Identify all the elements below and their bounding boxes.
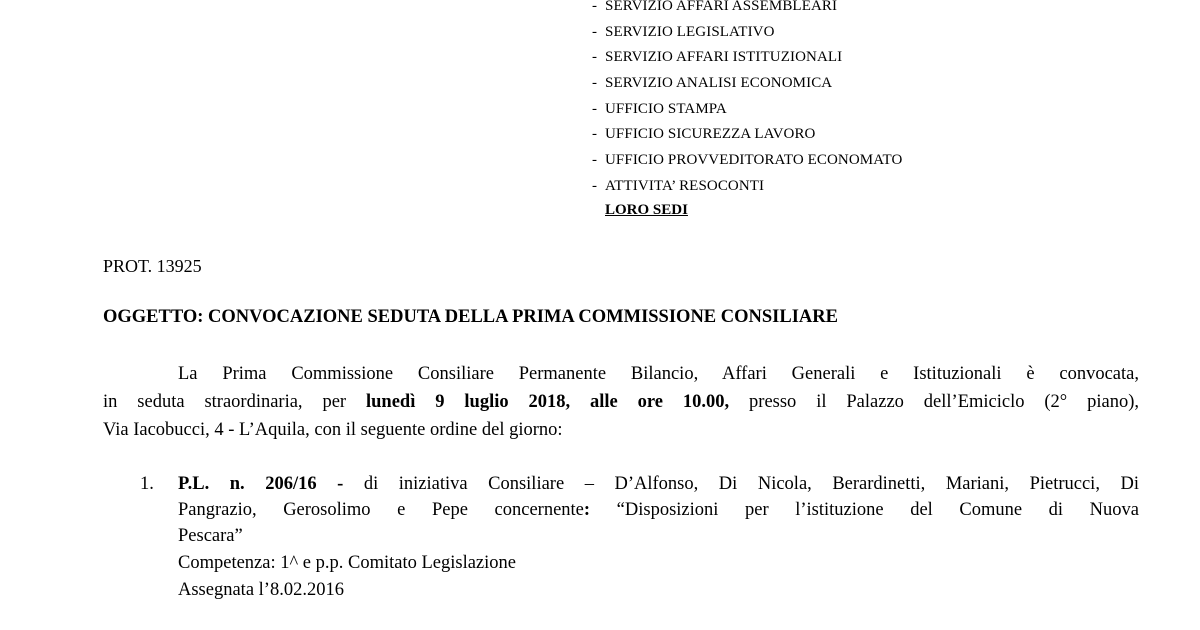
list-dash: - [592, 126, 598, 143]
distribution-item-label: UFFICIO PROVVEDITORATO ECONOMATO [605, 152, 903, 169]
list-dash: - [592, 0, 598, 14]
distribution-item [592, 148, 902, 174]
bill-reference: P.L. n. 206/16 - [178, 474, 344, 494]
distribution-item [592, 45, 902, 71]
list-dash: - [592, 49, 598, 66]
agenda-competenza: Competenza: 1^ e p.p. Comitato Legislazione [178, 553, 516, 573]
agenda-text: “Disposizioni per l’istituzione del Comune di Nuova [590, 500, 1139, 520]
body-text: in seduta straordinaria, per [103, 392, 366, 412]
agenda-item-line: Pescara” [178, 526, 243, 546]
subject-heading: OGGETTO: CONVOCAZIONE SEDUTA DELLA PRIMA COMMISSIONE CONSILIARE [103, 307, 838, 327]
distribution-item [592, 0, 902, 20]
distribution-item-label: UFFICIO SICUREZZA LAVORO [605, 126, 816, 143]
agenda-text: di iniziativa Consiliare – D’Alfonso, Di Nicola, Berardinetti, Mariani, Pietrucci, Di [343, 474, 1139, 494]
distribution-item [592, 71, 902, 97]
list-dash: - [592, 152, 598, 169]
distribution-item-label: SERVIZIO AFFARI ASSEMBLEARI [605, 0, 838, 14]
distribution-item [592, 20, 902, 46]
agenda-item-number: 1. [140, 474, 154, 494]
body-paragraph-line [103, 392, 1139, 413]
agenda-text: Pangrazio, Gerosolimo e Pepe concernente [178, 500, 584, 520]
body-text: presso il Palazzo dell’Emiciclo (2° piano), [729, 392, 1139, 412]
protocol-number: PROT. 13925 [103, 256, 202, 276]
distribution-item-label: SERVIZIO AFFARI ISTITUZIONALI [605, 49, 843, 66]
meeting-datetime: lunedì 9 luglio 2018, alle ore 10.00, [365, 392, 730, 412]
distribution-item-label: SERVIZIO LEGISLATIVO [605, 23, 775, 40]
distribution-item-label: ATTIVITA’ RESOCONTI [605, 177, 765, 194]
agenda-item-line [178, 474, 1139, 495]
agenda-item-line [178, 500, 1139, 521]
distribution-item-label: UFFICIO STAMPA [605, 100, 727, 117]
body-paragraph-line: La Prima Commissione Consiliare Permanente Bilancio, Affari Generali e Istituzionali è convocata, [178, 364, 1139, 384]
loro-sedi-label: LORO SEDI [605, 202, 688, 218]
distribution-item [592, 174, 902, 200]
list-dash: - [592, 100, 598, 117]
list-dash: - [592, 177, 598, 194]
distribution-list [592, 0, 902, 200]
agenda-assegnata: Assegnata l’8.02.2016 [178, 580, 344, 600]
agenda-colon: : [583, 500, 591, 520]
distribution-item [592, 97, 902, 123]
distribution-item-label: SERVIZIO ANALISI ECONOMICA [605, 75, 833, 92]
list-dash: - [592, 23, 598, 40]
list-dash: - [592, 75, 598, 92]
distribution-item [592, 122, 902, 148]
body-paragraph-line: Via Iacobucci, 4 - L’Aquila, con il seguente ordine del giorno: [103, 420, 563, 440]
